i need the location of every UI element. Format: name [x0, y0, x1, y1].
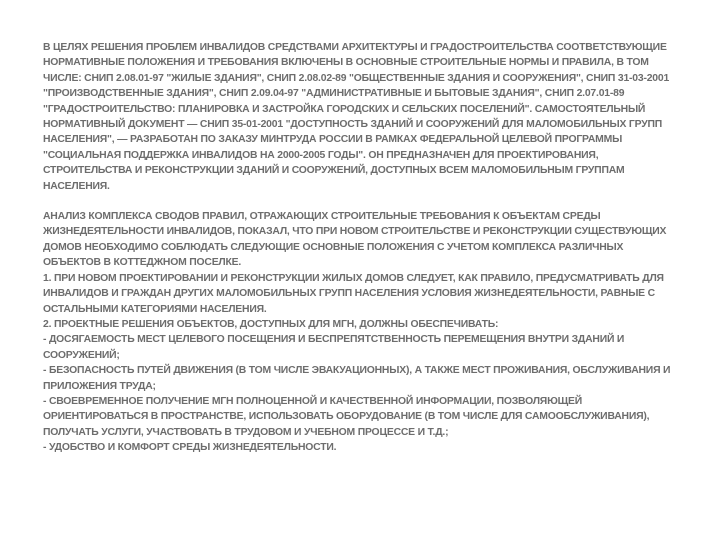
slide-body [43, 40, 677, 456]
paragraph-building-norms: В ЦЕЛЯХ РЕШЕНИЯ ПРОБЛЕМ ИНВАЛИДОВ СРЕДСТВАМИ АРХИТЕКТУРЫ И ГРАДОСТРОИТЕЛЬСТВА СООТВЕТСТВУЮЩИЕ НОРМАТИВНЫЕ ПОЛОЖЕНИЯ И ТРЕБОВАНИЯ ВКЛЮЧЕНЫ В ОСНОВНЫЕ СТРОИТЕЛЬНЫЕ НОРМЫ И ПРАВИЛА, В ТОМ ЧИСЛЕ: СНИП 2.08.01-97 "ЖИЛЫЕ ЗДАНИЯ", СНИП 2.08.02-89 "ОБЩЕСТВЕННЫЕ ЗДАНИЯ И СООРУЖЕНИЯ", СНИП 31-03-2001 "ПРОИЗВОДСТВЕННЫЕ ЗДАНИЯ", СНИП 2.09.04-97 "АДМИНИСТРАТИВНЫЕ И БЫТОВЫЕ ЗДАНИЯ", СНИП 2.07.01-89 "ГРАДОСТРОИТЕЛЬСТВО: ПЛАНИРОВКА И ЗАСТРОЙКА ГОРОДСКИХ И СЕЛЬСКИХ ПОСЕЛЕНИЙ". САМОСТОЯТЕЛЬНЫЙ НОРМАТИВНЫЙ ДОКУМЕНТ — СНИП 35-01-2001 "ДОСТУПНОСТЬ ЗДАНИЙ И СООРУЖЕНИЙ ДЛЯ МАЛОМОБИЛЬНЫХ ГРУПП НАСЕЛЕНИЯ", — РАЗРАБОТАН ПО ЗАКАЗУ МИНТРУДА РОССИИ В РАМКАХ ФЕДЕРАЛЬНОЙ ЦЕЛЕВОЙ ПРОГРАММЫ "СОЦИАЛЬНАЯ ПОДДЕРЖКА ИНВАЛИДОВ НА 2000-2005 ГОДЫ". ОН ПРЕДНАЗНАЧЕН ДЛЯ ПРОЕКТИРОВАНИЯ, СТРОИТЕЛЬСТВА И РЕКОНСТРУКЦИИ ЗДАНИЙ И СООРУЖЕНИЙ, ДОСТУПНЫХ ВСЕМ МАЛОМОБИЛЬНЫМ ГРУППАМ НАСЕЛЕНИЯ. [43, 42, 672, 192]
paragraph-requirements-list: АНАЛИЗ КОМПЛЕКСА СВОДОВ ПРАВИЛ, ОТРАЖАЮЩИХ СТРОИТЕЛЬНЫЕ ТРЕБОВАНИЯ К ОБЪЕКТАМ СРЕДЫ ЖИЗНЕДЕЯТЕЛЬНОСТИ ИНВАЛИДОВ, ПОКАЗАЛ, ЧТО ПРИ НОВОМ СТРОИТЕЛЬСТВЕ И РЕКОНСТРУКЦИИ СУЩЕСТВУЮЩИХ ДОМОВ НЕОБХОДИМО СОБЛЮДАТЬ СЛЕДУЮЩИЕ ОСНОВНЫЕ ПОЛОЖЕНИЯ С УЧЕТОМ КОМПЛЕКСА РАЗЛИЧНЫХ ОБЪЕКТОВ В КОТТЕДЖНОМ ПОСЕЛКЕ. 1. ПРИ НОВОМ ПРОЕКТИРОВАНИИ И РЕКОНСТРУКЦИИ ЖИЛЫХ ДОМОВ СЛЕДУЕТ, КАК ПРАВИЛО, ПРЕДУСМАТРИВАТЬ ДЛЯ ИНВАЛИДОВ И ГРАЖДАН ДРУГИХ МАЛОМОБИЛЬНЫХ ГРУПП НАСЕЛЕНИЯ УСЛОВИЯ ЖИЗНЕДЕЯТЕЛЬНОСТИ, РАВНЫЕ С ОСТАЛЬНЫМИ КАТЕГОРИЯМИ НАСЕЛЕНИЯ. 2. ПРОЕКТНЫЕ РЕШЕНИЯ ОБЪЕКТОВ, ДОСТУПНЫХ ДЛЯ МГН, ДОЛЖНЫ ОБЕСПЕЧИВАТЬ: - ДОСЯГАЕМОСТЬ МЕСТ ЦЕЛЕВОГО ПОСЕЩЕНИЯ И БЕСПРЕПЯТСТВЕННОСТЬ ПЕРЕМЕЩЕНИЯ ВНУТРИ ЗДАНИЙ И СООРУЖЕНИЙ; - БЕЗОПАСНОСТЬ ПУТЕЙ ДВИЖЕНИЯ (В ТОМ ЧИСЛЕ ЭВАКУАЦИОННЫХ), А ТАКЖЕ МЕСТ ПРОЖИВАНИЯ, ОБСЛУЖИВАНИЯ И ПРИЛОЖЕНИЯ ТРУДА; - СВОЕВРЕМЕННОЕ ПОЛУЧЕНИЕ МГН ПОЛНОЦЕННОЙ И КАЧЕСТВЕННОЙ ИНФОРМАЦИИ, ПОЗВОЛЯЮЩЕЙ ОРИЕНТИРОВАТЬСЯ В ПРОСТРАНСТВЕ, ИСПОЛЬЗОВАТЬ ОБОРУДОВАНИЕ (В ТОМ ЧИСЛЕ ДЛЯ САМООБСЛУЖИВАНИЯ), ПОЛУЧАТЬ УСЛУГИ, УЧАСТВОВАТЬ В ТРУДОВОМ И УЧЕБНОМ ПРОЦЕССЕ И Т.Д.; - УДОБСТВО И КОМФОРТ СРЕДЫ ЖИЗНЕДЕЯТЕЛЬНОСТИ. [43, 211, 671, 454]
